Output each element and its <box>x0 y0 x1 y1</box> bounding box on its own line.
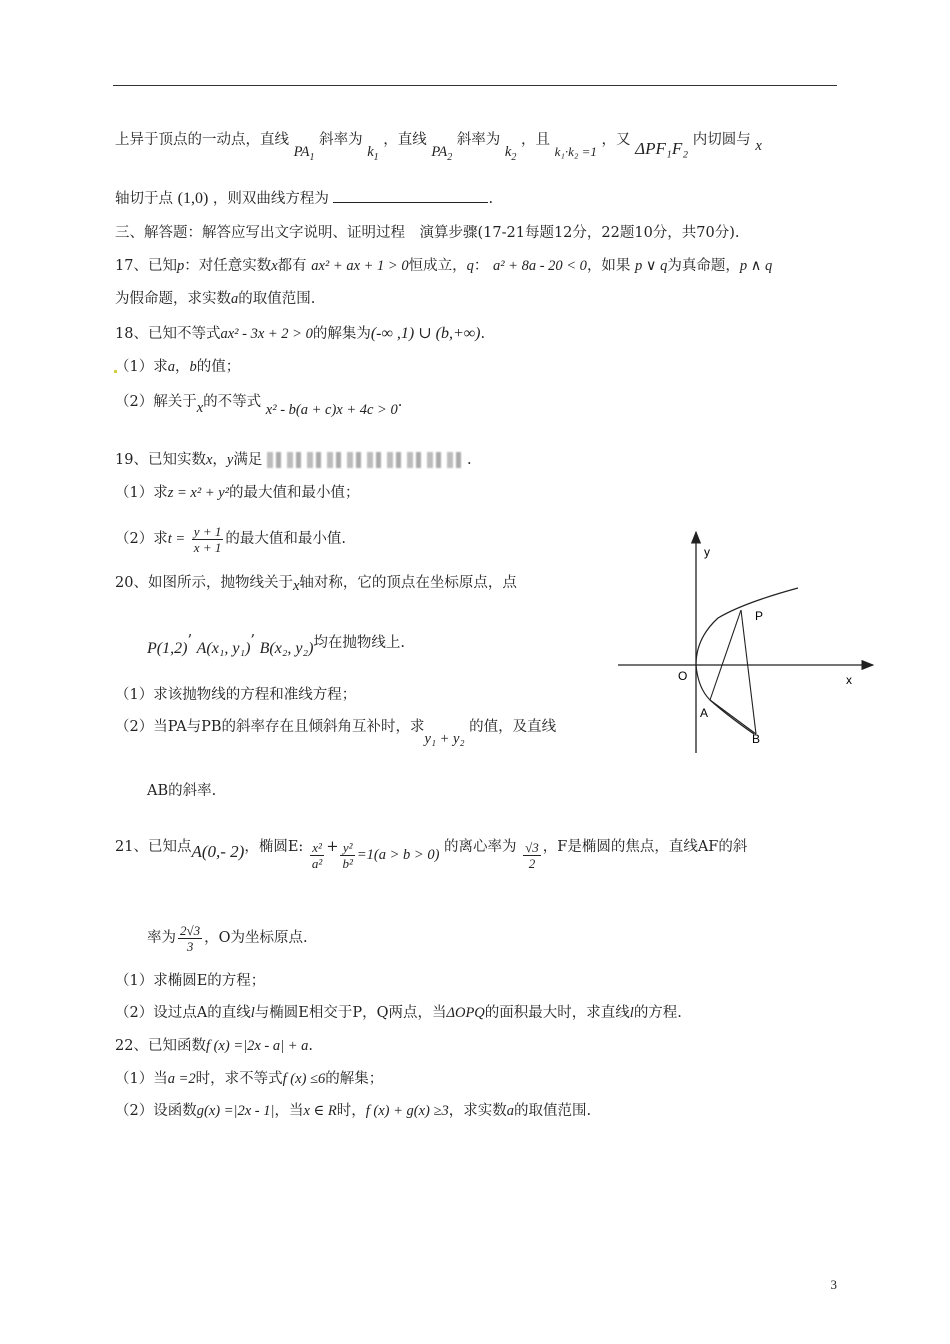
q21-line2: 率为 $\frac{2√3}{3}$ ，O为坐标原点. <box>147 922 308 954</box>
section3-heading: 三、解答题：解答应写出文字说明、证明过程 演算步骤(17-21每题12分，22题10分，共70分). <box>115 225 740 241</box>
q21-line1: 21、已知点A(0,- 2)，椭圆E: $\frac{\text{x²}}{\text{a²}}$ + $\frac{\text{y²}}{\text{b²}}$ =1(a > b > 0) 的离心率为 $\frac{√3}{2}$ ，F是椭圆的焦点，直线AF的斜 <box>115 839 748 871</box>
q22-line1: 22、已知函数f (x) =|2x - a| + a. <box>115 1038 313 1054</box>
math-f22: f (x) =|2x - a| + a <box>205 1038 309 1054</box>
point-p-label: P <box>755 609 764 623</box>
problem16-line1 <box>115 128 762 163</box>
text: 上异于顶点的一动点，直线 <box>115 132 289 148</box>
text: 斜率为 <box>319 132 363 148</box>
text: 轴切于点 <box>115 191 173 207</box>
q18-line1: 18、已知不等式ax² - 3x + 2 > 0的解集为(-∞ ,1) ∪ (b,+∞). <box>115 325 486 342</box>
math-z: z = x² + y² <box>167 485 230 501</box>
y-label: y <box>704 545 710 559</box>
q18-part1: （1）求a，b的值； <box>115 359 241 375</box>
header-rule <box>113 85 837 86</box>
q17-line1: 17、已知p：对任意实数x都有 ax² + ax + 1 > 0恒成立，q： a² + 8a - 20 < 0，如果 p ∨ q为真命题，p ∧ q <box>115 258 773 274</box>
math-ineq17: ax² + ax + 1 > 0 <box>311 258 409 274</box>
parabola-figure <box>618 528 878 758</box>
q20-line1: 20、如图所示，抛物线关于x轴对称，它的顶点在坐标原点，点 <box>115 575 517 594</box>
q20-line2: P(1,2)’ A(x₁, y₁)’ B(x₂, y₂)均在抛物线上. <box>147 633 406 657</box>
origin-label: O <box>678 669 688 683</box>
math-ineq17q: a² + 8a - 20 < 0 <box>492 258 587 274</box>
math-k1: $k_1$ <box>367 144 379 163</box>
math-point: (1,0) <box>177 190 209 207</box>
math-ineq18: ax² - 3x + 2 > 0 <box>220 326 313 342</box>
math-ineq18b: x² - b(a + c)x + 4c > 0 <box>265 402 398 418</box>
q22-part2: （2）设函数g(x) =|2x - 1|，当x ∈ R时，f (x) + g(x) ≥3，求实数a的取值范围. <box>115 1103 592 1119</box>
segment-pa <box>710 610 741 700</box>
math-set18: (-∞ ,1) ∪ (b,+∞) <box>370 325 481 342</box>
math-k2: $k_2$ <box>504 144 517 163</box>
math-x: x <box>755 138 762 154</box>
page-number: 3 <box>830 1277 837 1292</box>
q21-part2: （2）设过点A的直线l与椭圆E相交于P，Q两点，当ΔOPQ的面积最大时，求直线l的方程. <box>115 1005 682 1021</box>
point-a-label: A <box>700 706 709 720</box>
math-pa1: $PA_1$ <box>293 144 315 163</box>
q19-line1: 19、已知实数x，y满足 . <box>115 452 472 468</box>
answer-blank <box>333 188 488 203</box>
problem16-line2 <box>115 188 493 210</box>
q18-part2: （2）解关于x的不等式 x² - b(a + c)x + 4c > 0. <box>115 394 403 418</box>
q20-part1: （1）求该抛物线的方程和准线方程； <box>115 687 357 703</box>
x-label: x <box>846 673 852 687</box>
q20-part2-cont: AB的斜率. <box>147 783 217 799</box>
text: ，又 <box>601 132 631 148</box>
text: ，且 <box>520 132 550 148</box>
q22-part1: （1）当a =2时，求不等式f (x) ≤6的解集； <box>115 1071 384 1087</box>
text: 内切圆与 <box>692 132 751 148</box>
text: ，则双曲线方程为 <box>212 191 329 207</box>
q19-part1: （1）求z = x² + y²的最大值和最小值； <box>115 485 360 501</box>
text: . <box>488 191 494 207</box>
math-pa2: $PA_2$ <box>431 144 453 163</box>
text: ，直线 <box>383 132 427 148</box>
point-b-label: B <box>752 732 761 746</box>
segment-ab <box>710 700 756 734</box>
obscured-constraint-image <box>267 452 467 468</box>
parabola-diagram <box>618 528 878 758</box>
fraction-t: $\frac{y + 1}{x + 1}$ <box>193 523 222 555</box>
q20-part2: （2）当PA与PB的斜率存在且倾斜角互补时，求y₁ + y₂ 的值，及直线 <box>115 719 557 747</box>
q21-part1: （1）求椭圆E的方程； <box>115 973 266 989</box>
text: 斜率为 <box>456 132 501 148</box>
math-k1k2: k₁·k₂ =1 <box>554 144 597 159</box>
math-triangle: ΔPF₁F₂ <box>635 139 689 158</box>
q17-line2: 为假命题，求实数a的取值范围. <box>115 291 316 307</box>
segment-pb <box>741 610 756 734</box>
q19-part2: （2）求t = $\frac{y + 1}{x + 1}$ 的最大值和最小值. <box>115 523 346 555</box>
